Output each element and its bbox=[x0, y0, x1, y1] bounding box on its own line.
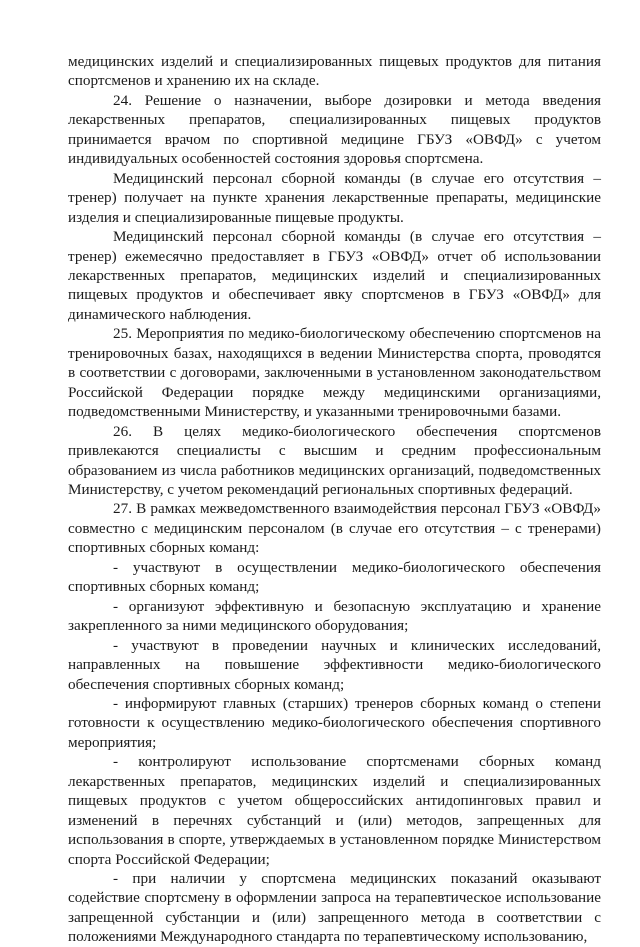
list-item-research: - участвуют в проведении научных и клинических исследований, направленных на повышение эффективности медико-биологического обеспечения спортивных сборных команд; bbox=[68, 636, 601, 693]
list-item-control: - контролируют использование спортсменами сборных команд лекарственных препаратов, медицинских изделий и специализированных пищевых продуктов с учетом общероссийских антидопинговых правил и изменений в перечнях субстанций и (или) методов, запрещенных для использования в спорте, утверждаемых в установленном порядке Министерством спорта Российской Федерации; bbox=[68, 753, 601, 868]
paragraph-medical-staff-report: Медицинский персонал сборной команды (в случае его отсутствия – тренер) ежемесячно предоставляет в ГБУЗ «ОВФД» отчет об использовании лекарственных препаратов, медицинских изделий и специализированных пищевых продуктов и обеспечивает явку спортсменов в ГБУЗ «ОВФД» для динамического наблюдения. bbox=[68, 228, 601, 323]
paragraph-continuation: медицинских изделий и специализированных пищевых продуктов для питания спортсменов и хранению их на складе. bbox=[68, 53, 601, 90]
list-item-inform: - информируют главных (старших) тренеров сборных команд о степени готовности к осуществлению медико-биологического обеспечения спортивного мероприятия; bbox=[68, 694, 601, 751]
document-page bbox=[68, 52, 601, 947]
paragraph-26: 26. В целях медико-биологического обеспечения спортсменов привлекаются специалисты с высшим и средним профессиональным образованием из числа работников медицинских организаций, подведомственных Министерству, с учетом рекомендаций региональных спортивных федераций. bbox=[68, 422, 601, 498]
paragraph-medical-staff-receive: Медицинский персонал сборной команды (в случае его отсутствия – тренер) получает на пункте хранения лекарственные препараты, медицинские изделия и специализированные пищевые продукты. bbox=[68, 169, 601, 226]
list-item-assist: - при наличии у спортсмена медицинских показаний оказывают содействие спортсмену в оформлении запроса на терапевтическое использование запрещенной субстанции и (или) запрещенного метода в соответствии с положениями Международного стандарта по терапевтическому использованию, bbox=[68, 870, 601, 946]
paragraph-25: 25. Мероприятия по медико-биологическому обеспечению спортсменов на тренировочных базах, находящихся в ведении Министерства спорта, проводятся в соответствии с договорами, заключенными в установленном законодательством Российской Федерации порядке между медицинскими организациями, подведомственными Министерству, и указанными тренировочными базами. bbox=[68, 325, 601, 421]
paragraph-27: 27. В рамках межведомственного взаимодействия персонал ГБУЗ «ОВФД» совместно с медицинским персоналом (в случае его отсутствия – с тренерами) спортивных сборных команд: bbox=[68, 500, 601, 557]
paragraph-24: 24. Решение о назначении, выборе дозировки и метода введения лекарственных препаратов, специализированных пищевых продуктов принимается врачом по спортивной медицине ГБУЗ «ОВФД» с учетом индивидуальных особенностей состояния здоровья спортсмена. bbox=[68, 91, 601, 168]
list-item-organize: - организуют эффективную и безопасную эксплуатацию и хранение закрепленного за ними медицинского оборудования; bbox=[68, 597, 601, 635]
list-item-participate: - участвуют в осуществлении медико-биологического обеспечения спортивных сборных команд; bbox=[68, 558, 601, 596]
